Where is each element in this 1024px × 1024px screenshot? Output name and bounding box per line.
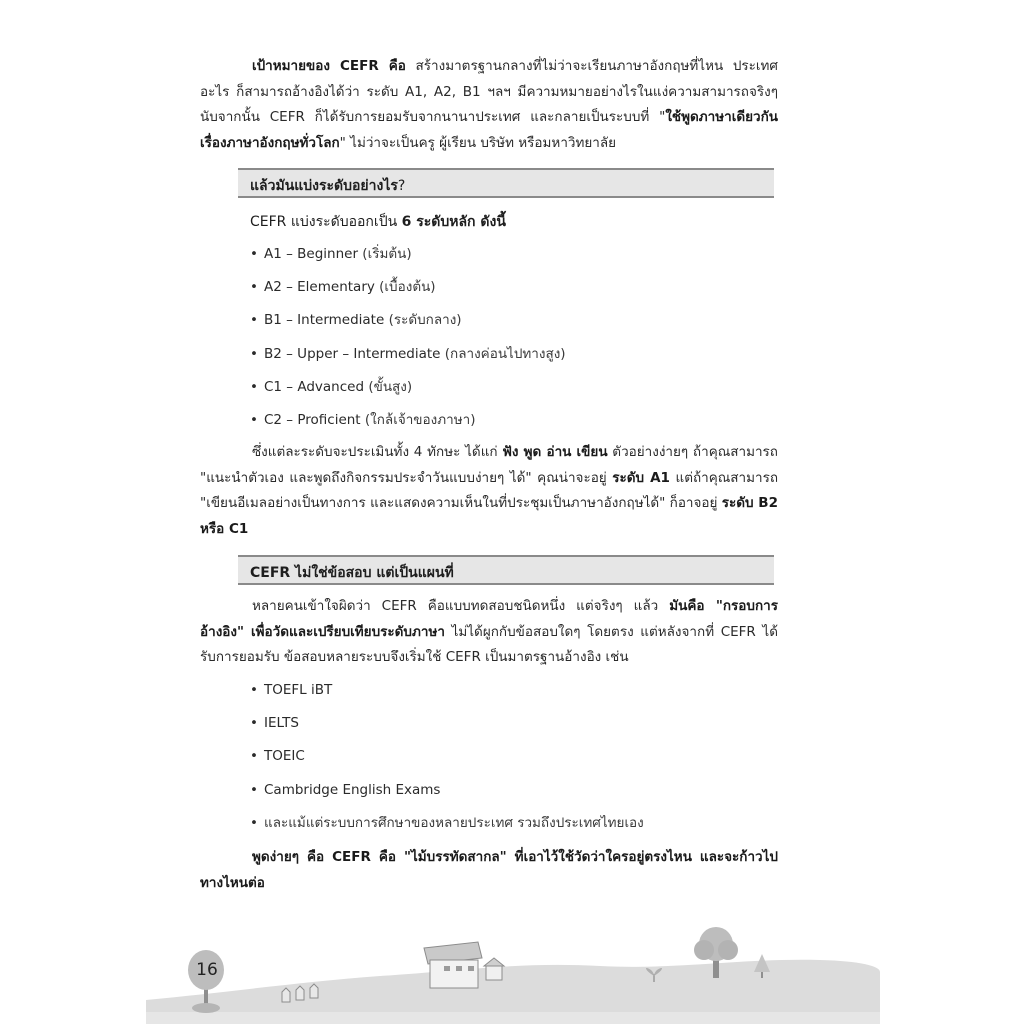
levels-subheading-b: 6 ระดับหลัก ดังนี้ bbox=[401, 214, 506, 230]
skills-bold-1: ฟัง พูด อ่าน เขียน bbox=[502, 444, 608, 460]
small-house-icon bbox=[484, 958, 504, 980]
exam-label: TOEFL iBT bbox=[264, 682, 333, 698]
list-item: • และแม้แต่ระบบการศึกษาของหลายประเทศ รวมถึงประเทศไทยเอง bbox=[250, 814, 644, 831]
list-item: • C1 – Advanced (ขั้นสูง) bbox=[250, 378, 413, 395]
level-code: A1 – Beginner bbox=[264, 246, 359, 262]
framework-bold-1: มันคือ "กรอบการอ้างอิง" เพื่อวัดและเปรียบเทียบระดับภาษา bbox=[200, 598, 778, 640]
level-thai: (ใกล้เจ้าของภาษา) bbox=[360, 411, 476, 428]
list-item: • TOEFL iBT bbox=[250, 682, 333, 698]
list-item: • C2 – Proficient (ใกล้เจ้าของภาษา) bbox=[250, 411, 476, 428]
level-thai: (ระดับกลาง) bbox=[384, 312, 462, 329]
exam-label: TOEIC bbox=[264, 748, 305, 765]
exams-list bbox=[250, 680, 644, 846]
level-code: C1 – Advanced bbox=[264, 378, 365, 395]
section-title-levels-q: ? bbox=[397, 178, 406, 194]
level-thai: (เบื้องต้น) bbox=[374, 279, 436, 296]
level-code: B1 – Intermediate bbox=[264, 312, 385, 329]
section-title-map: CEFR ไม่ใช่ข้อสอบ แต่เป็นแผนที่ bbox=[250, 565, 454, 581]
level-thai: (เริ่มต้น) bbox=[358, 246, 412, 262]
list-item: • Cambridge English Exams bbox=[250, 781, 441, 798]
list-item: • TOEIC bbox=[250, 748, 305, 765]
footer-illustration bbox=[0, 920, 1024, 1024]
exam-label: และแม้แต่ระบบการศึกษาของหลายประเทศ รวมถึงประเทศไทยเอง bbox=[264, 814, 644, 831]
list-item: • B2 – Upper – Intermediate (กลางค่อนไปทางสูง) bbox=[250, 345, 566, 362]
skills-paragraph bbox=[200, 440, 778, 542]
framework-paragraph bbox=[200, 594, 778, 671]
level-thai: (ขั้นสูง) bbox=[364, 378, 413, 395]
landscape-hills bbox=[146, 960, 880, 1024]
skills-bold-3: ระดับ B2 หรือ C1 bbox=[200, 495, 778, 537]
section-title-levels bbox=[250, 175, 405, 197]
skills-text-2: ตัวอย่างง่ายๆ ถ้าคุณสามารถ "แนะนำตัวเอง และพูดถึงกิจกรรมประจำวันแบบง่ายๆ ได้" คุณน่าจะอยู่ bbox=[200, 444, 778, 486]
exam-label: IELTS bbox=[264, 715, 299, 732]
skills-text-1: ซึ่งแต่ละระดับจะประเมินทั้ง 4 ทักษะ ได้แก่ bbox=[252, 444, 503, 460]
framework-text-2: ไม่ได้ผูกกับข้อสอบใดๆ โดยตรง แต่หลังจากที่ CEFR ได้รับการยอมรับ ข้อสอบหลายระบบจึงเริ่มใช้ CEFR เป็นมาตรฐานอ้างอิง เช่น bbox=[200, 623, 778, 665]
house-icon bbox=[424, 942, 482, 988]
section-title-levels-text: แล้วมันแบ่งระดับอย่างไร bbox=[250, 178, 398, 194]
framework-text-1: หลายคนเข้าใจผิดว่า CEFR คือแบบทดสอบชนิดหนึ่ง แต่จริงๆ แล้ว bbox=[252, 598, 670, 614]
section-header-levels bbox=[238, 168, 774, 198]
level-thai: (กลางค่อนไปทางสูง) bbox=[440, 345, 566, 362]
exam-label: Cambridge English Exams bbox=[264, 781, 441, 798]
level-code: B2 – Upper – Intermediate bbox=[264, 345, 441, 362]
list-item: • IELTS bbox=[250, 715, 299, 732]
level-code: A2 – Elementary bbox=[264, 279, 375, 296]
conclusion-bold: พูดง่ายๆ คือ CEFR คือ "ไม้บรรทัดสากล" ที่เอาไว้ใช้วัดว่าใครอยู่ตรงไหน และจะก้าวไปทางไหนต่อ bbox=[200, 849, 778, 891]
intro-bold-1: เป้าหมายของ CEFR คือ bbox=[252, 58, 406, 74]
skills-text-3: แต่ถ้าคุณสามารถ "เขียนอีเมลอย่างเป็นทางการ และแสดงความเห็นในที่ประชุมเป็นภาษาอังกฤษได้" ก็อาจอยู่ bbox=[200, 469, 778, 511]
list-item: • A2 – Elementary (เบื้องต้น) bbox=[250, 279, 436, 296]
levels-list bbox=[250, 244, 566, 443]
intro-paragraph bbox=[200, 54, 778, 156]
skills-bold-2: ระดับ A1 bbox=[612, 469, 670, 486]
levels-subheading bbox=[250, 211, 506, 233]
list-item: • B1 – Intermediate (ระดับกลาง) bbox=[250, 312, 462, 329]
level-code: C2 – Proficient bbox=[264, 411, 361, 428]
levels-subheading-a: CEFR แบ่งระดับออกเป็น bbox=[250, 214, 402, 230]
conclusion-paragraph bbox=[200, 845, 778, 896]
intro-text-1: สร้างมาตรฐานกลางที่ไม่ว่าจะเรียนภาษาอังกฤษที่ไหน ประเทศอะไร ก็สามารถอ้างอิงได้ว่า ระดับ A1, A2, B1 ฯลฯ มีความหมายอย่างไรในแง่ความสามารถจริงๆ นับจากนั้น CEFR ก็ได้รับการยอมรับจากนานาประเทศ และกลายเป็นระบบที่ " bbox=[200, 58, 778, 125]
intro-bold-2: ใช้พูดภาษาเดียวกันเรื่องภาษาอังกฤษทั่วโลก bbox=[200, 109, 778, 151]
intro-text-2: " ไม่ว่าจะเป็นครู ผู้เรียน บริษัท หรือมหาวิทยาลัย bbox=[339, 134, 617, 151]
list-item: • A1 – Beginner (เริ่มต้น) bbox=[250, 246, 412, 262]
section-header-map bbox=[238, 555, 774, 585]
page-number: 16 bbox=[196, 960, 218, 980]
